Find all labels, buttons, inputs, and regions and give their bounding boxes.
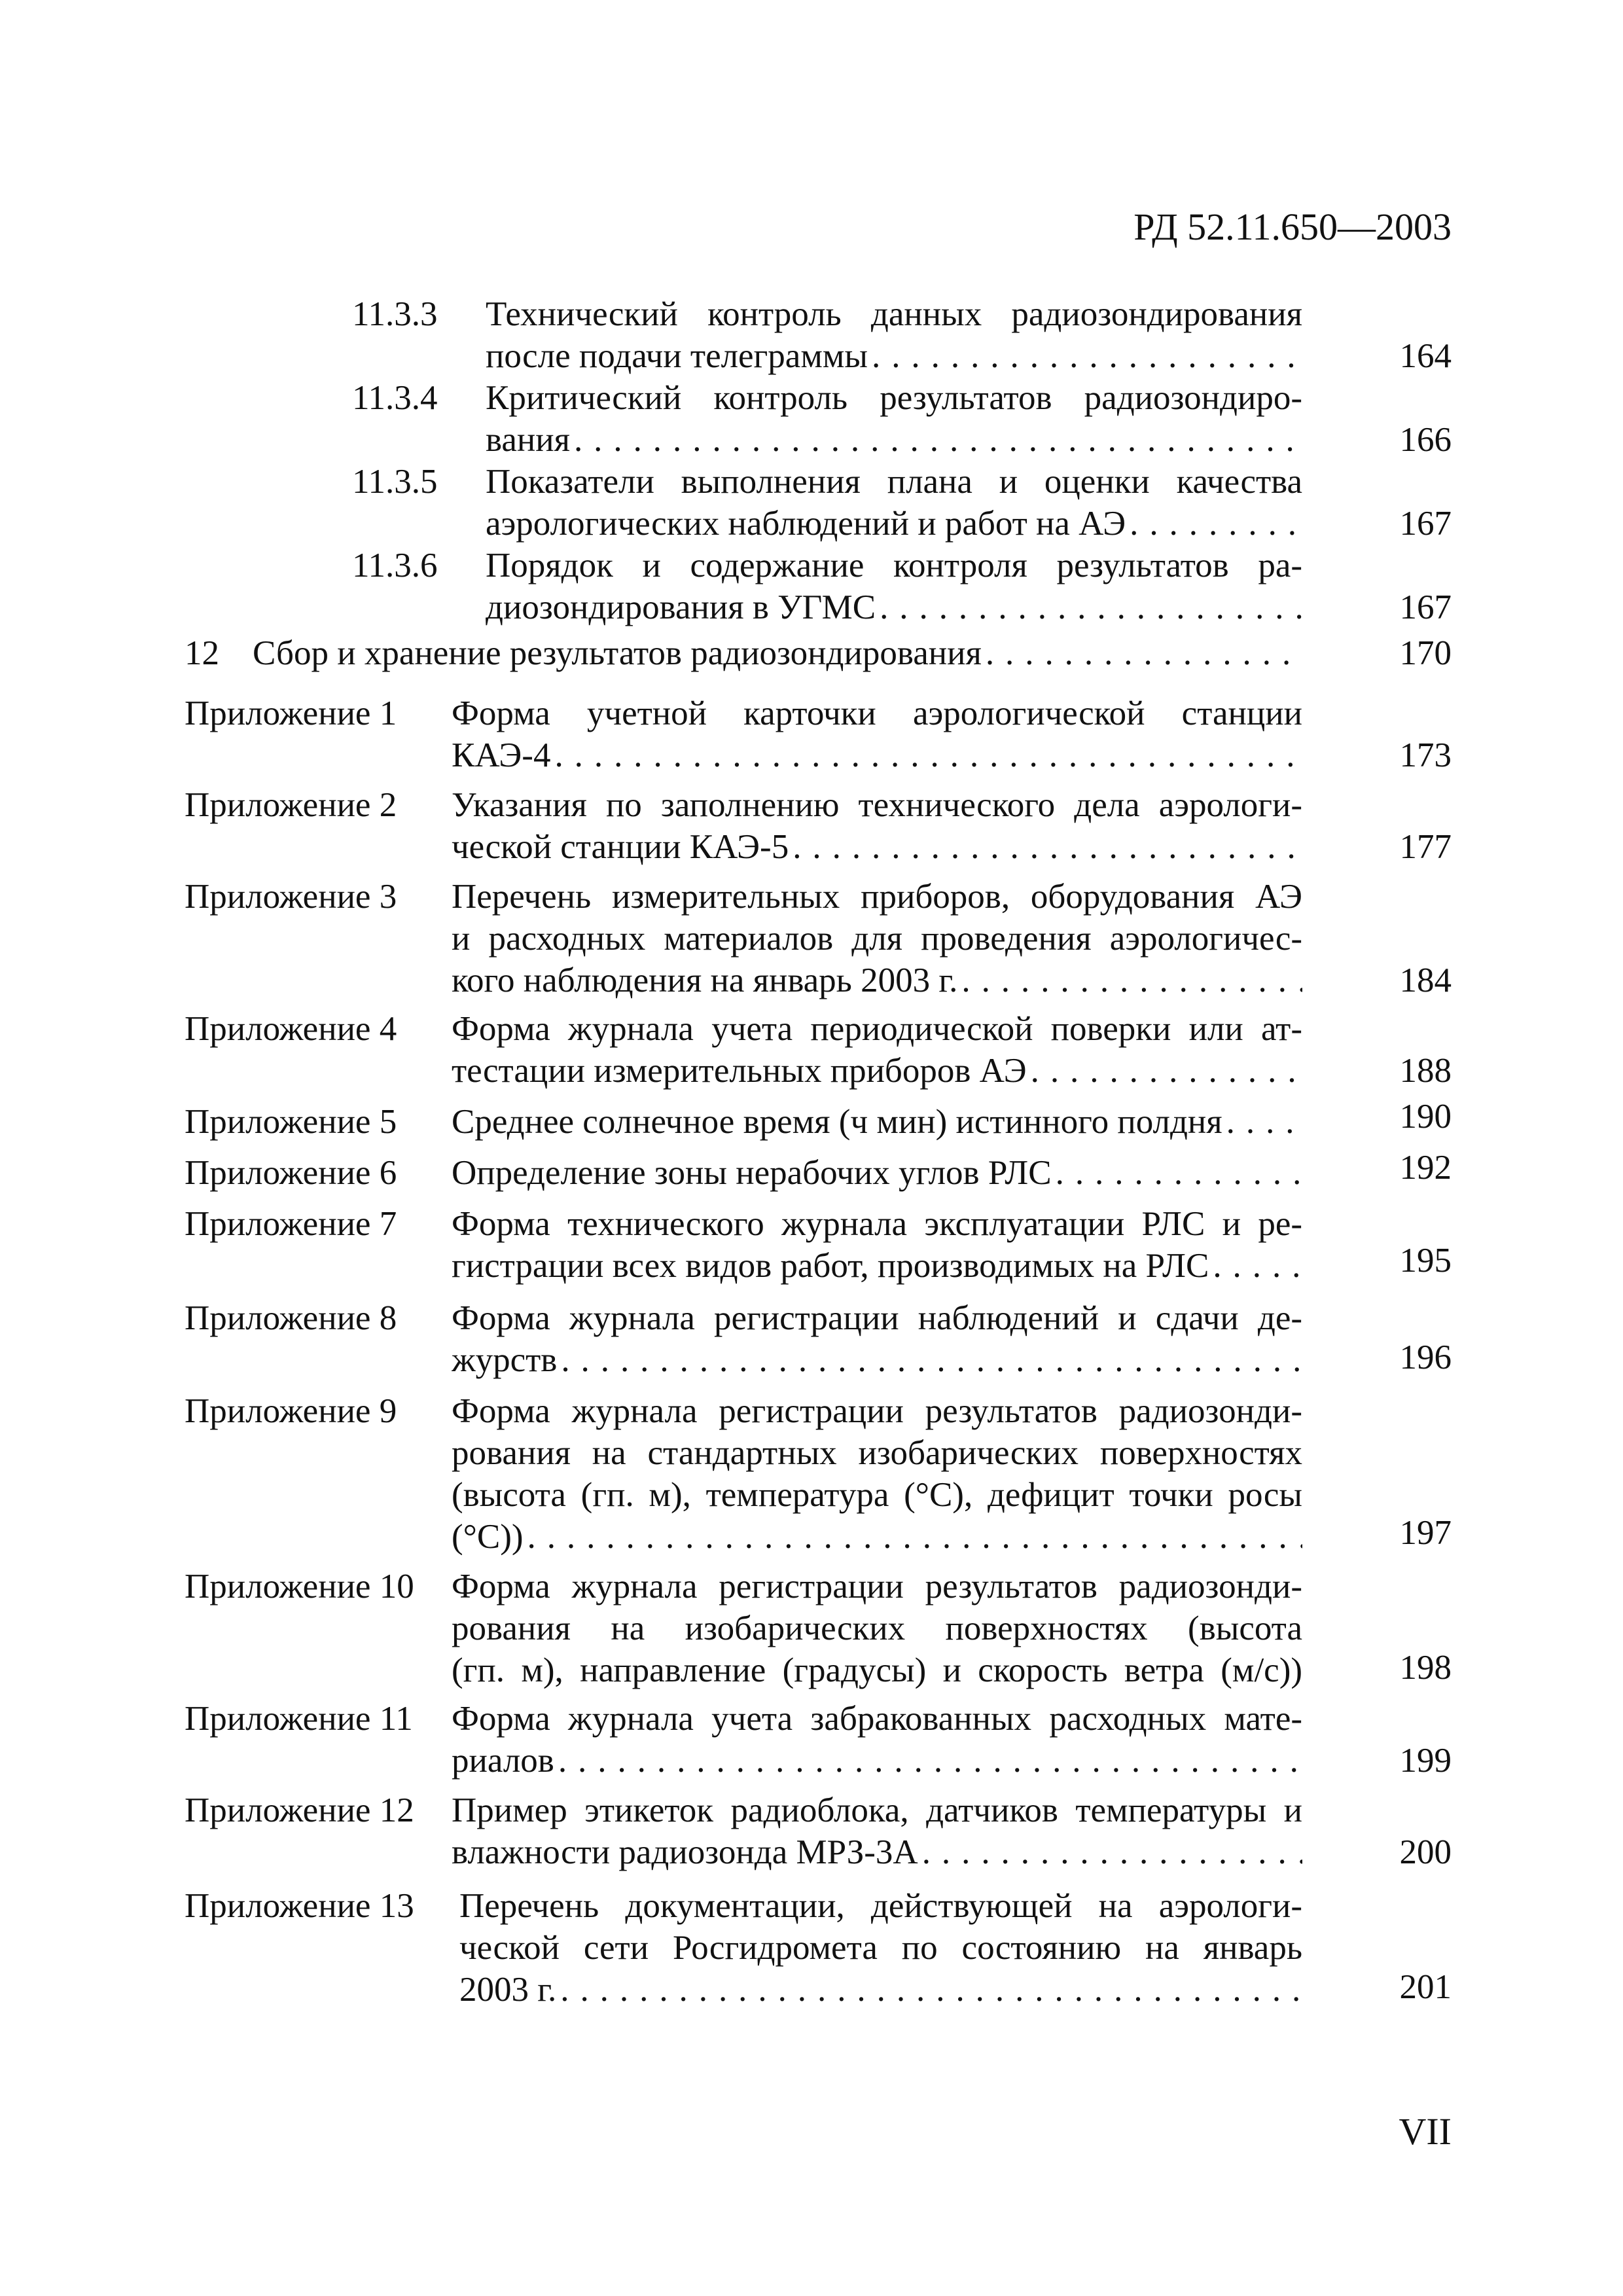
entry-page-number: 170 (1399, 634, 1452, 672)
toc-entry (0, 1789, 1623, 1873)
entry-title-line: ческой сети Росгидромета по состоянию на январь (459, 1929, 1302, 1967)
toc-entry (0, 1885, 1623, 2011)
entry-page-number: 188 (1399, 1052, 1452, 1090)
entry-title-tail: тестации измерительных приборов АЭ (452, 1052, 1027, 1090)
entry-title-tail: влажности радиозонда МРЗ-3А (452, 1833, 918, 1871)
entry-title-tail: кого наблюдения на январь 2003 г. (452, 961, 958, 999)
entry-title-tail: журств (452, 1341, 558, 1379)
toc-entry (0, 1203, 1623, 1287)
entry-title-line: и расходных материалов для проведения аэрологичес- (452, 920, 1302, 958)
entry-number: Приложение 7 (185, 1205, 397, 1243)
entry-number: 12 (185, 634, 219, 672)
entry-number: 11.3.4 (352, 379, 438, 417)
entry-page-number: 199 (1399, 1742, 1452, 1780)
entry-title-line: Порядок и содержание контроля результатов ра- (486, 547, 1302, 584)
entry-title-last-line (486, 586, 1302, 628)
dot-leader (880, 586, 1302, 628)
dot-leader (561, 1339, 1302, 1381)
toc-entry (0, 632, 1623, 678)
toc-entry (0, 461, 1623, 545)
entry-title (452, 1789, 1302, 1873)
entry-number: 11.3.3 (352, 295, 438, 333)
entry-title-last-line (452, 734, 1302, 776)
entry-page-number: 177 (1399, 828, 1452, 866)
entry-number: Приложение 12 (185, 1791, 414, 1829)
entry-title (452, 1297, 1302, 1381)
dot-leader (558, 1740, 1302, 1782)
entry-title (452, 692, 1302, 776)
entry-number: Приложение 10 (185, 1568, 414, 1605)
entry-title-tail: Среднее солнечное время (ч мин) истинного полдня (452, 1103, 1222, 1141)
entry-title-line: Форма журнала регистрации наблюдений и сдачи де- (452, 1299, 1302, 1337)
entry-title-line: рования на стандартных изобарических поверхностях (452, 1434, 1302, 1472)
dot-leader (574, 419, 1302, 461)
entry-page-number: 196 (1399, 1338, 1452, 1376)
toc-entry (0, 1390, 1623, 1558)
entry-title-last-line (486, 419, 1302, 461)
toc-entry (0, 293, 1623, 377)
entry-title (486, 545, 1302, 628)
page-number-roman: VII (1399, 2110, 1452, 2153)
entry-page-number: 166 (1399, 421, 1452, 459)
entry-title (486, 377, 1302, 461)
entry-title (459, 1885, 1302, 2011)
toc-entry (0, 1698, 1623, 1782)
entry-title-tail: КАЭ-4 (452, 736, 551, 774)
entry-title-tail: риалов (452, 1742, 554, 1780)
entry-number: Приложение 6 (185, 1154, 397, 1192)
entry-title-line: (высота (гп. м), температура (°С), дефицит точки росы (452, 1476, 1302, 1514)
toc-entry (0, 692, 1623, 776)
entry-number: 11.3.6 (352, 547, 438, 584)
entry-number: Приложение 11 (185, 1700, 413, 1738)
dot-leader (1130, 503, 1302, 545)
entry-title-line: Форма технического журнала эксплуатации РЛС и ре- (452, 1205, 1302, 1243)
entry-number: Приложение 4 (185, 1010, 397, 1048)
entry-title-tail: Определение зоны нерабочих углов РЛС (452, 1154, 1052, 1192)
toc-entry (0, 377, 1623, 461)
entry-title-last-line (452, 1152, 1302, 1194)
entry-title-last-line (452, 1101, 1302, 1143)
entry-title-last-line (452, 1516, 1302, 1558)
entry-title-last-line (253, 632, 1302, 674)
entry-title-line: Форма журнала регистрации результатов радиозонди- (452, 1392, 1302, 1430)
entry-title-tail: диозондирования в УГМС (486, 588, 876, 626)
toc-entry (0, 876, 1623, 1001)
entry-page-number: 197 (1399, 1514, 1452, 1552)
entry-number: Приложение 5 (185, 1103, 397, 1141)
entry-title-line: Перечень документации, действующей на аэрологи- (459, 1887, 1302, 1925)
entry-title-tail: аэрологических наблюдений и работ на АЭ (486, 505, 1126, 543)
document-code: РД 52.11.650—2003 (1133, 206, 1452, 248)
entry-page-number: 173 (1399, 736, 1452, 774)
dot-leader (554, 734, 1302, 776)
entry-title-last-line (452, 826, 1302, 868)
entry-title (486, 461, 1302, 545)
toc-entry (0, 784, 1623, 868)
entry-title (452, 1152, 1302, 1194)
entry-title-line: Технический контроль данных радиозондирования (486, 295, 1302, 333)
entry-page-number: 201 (1399, 1968, 1452, 2006)
entry-title-last-line (452, 1339, 1302, 1381)
toc-entry (0, 545, 1623, 628)
entry-title-last-line (452, 1831, 1302, 1873)
entry-title (452, 1390, 1302, 1558)
entry-title-line: Форма журнала регистрации результатов радиозонди- (452, 1568, 1302, 1605)
dot-leader (1056, 1152, 1302, 1194)
entry-title-line: Форма журнала учета периодической поверки или ат- (452, 1010, 1302, 1048)
entry-page-number: 200 (1399, 1833, 1452, 1871)
dot-leader (986, 632, 1302, 674)
dot-leader (1031, 1050, 1302, 1092)
entry-page-number: 167 (1399, 588, 1452, 626)
entry-title-line: Форма учетной карточки аэрологической станции (452, 694, 1302, 732)
entry-title-last-line (486, 503, 1302, 545)
toc-entry (0, 1098, 1623, 1143)
entry-title (452, 876, 1302, 1001)
entry-title (253, 632, 1302, 674)
entry-title-tail: (°С)) (452, 1518, 524, 1556)
entry-title-tail: ческой станции КАЭ-5 (452, 828, 789, 866)
entry-title (452, 784, 1302, 868)
entry-page-number: 198 (1399, 1649, 1452, 1687)
entry-title-line: (гп. м), направление (градусы) и скорость ветра (м/с)) (452, 1651, 1302, 1689)
entry-title (452, 1008, 1302, 1092)
entry-title-tail: Сбор и хранение результатов радиозондирования (253, 634, 982, 672)
entry-page-number: 195 (1399, 1242, 1452, 1280)
entry-title (452, 1698, 1302, 1782)
dot-leader (872, 335, 1302, 377)
entry-title-line: Указания по заполнению технического дела аэрологи- (452, 786, 1302, 824)
entry-page-number: 192 (1399, 1149, 1452, 1187)
entry-title-line: Пример этикеток радиоблока, датчиков температуры и (452, 1791, 1302, 1829)
entry-page-number: 184 (1399, 961, 1452, 999)
entry-title-line: Форма журнала учета забракованных расходных мате- (452, 1700, 1302, 1738)
dot-leader (1213, 1245, 1302, 1287)
entry-title-tail: вания (486, 421, 570, 459)
toc-entry (0, 1149, 1623, 1194)
entry-page-number: 167 (1399, 505, 1452, 543)
dot-leader (961, 960, 1302, 1001)
dot-leader (1226, 1101, 1302, 1143)
entry-number: 11.3.5 (352, 463, 438, 501)
entry-page-number: 164 (1399, 337, 1452, 375)
entry-number: Приложение 2 (185, 786, 397, 824)
dot-leader (922, 1831, 1302, 1873)
entry-title-line: рования на изобарических поверхностях (высота (452, 1609, 1302, 1647)
dot-leader (793, 826, 1302, 868)
entry-number: Приложение 9 (185, 1392, 397, 1430)
entry-title-last-line (452, 1740, 1302, 1782)
entry-title (452, 1566, 1302, 1691)
entry-title-last-line (452, 1050, 1302, 1092)
entry-title-last-line (452, 1245, 1302, 1287)
entry-title-last-line (486, 335, 1302, 377)
entry-title-last-line (452, 960, 1302, 1001)
entry-page-number: 190 (1399, 1098, 1452, 1136)
entry-number: Приложение 13 (185, 1887, 414, 1925)
entry-title-line: Перечень измерительных приборов, оборудования АЭ (452, 878, 1302, 916)
entry-title-tail: гистрации всех видов работ, производимых на РЛС (452, 1247, 1209, 1285)
entry-title-line: Показатели выполнения плана и оценки качества (486, 463, 1302, 501)
entry-title-tail: 2003 г. (459, 1971, 557, 2009)
entry-title (452, 1101, 1302, 1143)
entry-number: Приложение 8 (185, 1299, 397, 1337)
entry-title-tail: после подачи телеграммы (486, 337, 868, 375)
toc-entry (0, 1297, 1623, 1381)
toc-entry (0, 1008, 1623, 1092)
entry-number: Приложение 1 (185, 694, 397, 732)
entry-number: Приложение 3 (185, 878, 397, 916)
entry-title-last-line (459, 1969, 1302, 2011)
toc-entry (0, 1566, 1623, 1691)
entry-title (486, 293, 1302, 377)
entry-title (452, 1203, 1302, 1287)
dot-leader (560, 1969, 1302, 2011)
entry-title-line: Критический контроль результатов радиозондиро- (486, 379, 1302, 417)
dot-leader (527, 1516, 1303, 1558)
